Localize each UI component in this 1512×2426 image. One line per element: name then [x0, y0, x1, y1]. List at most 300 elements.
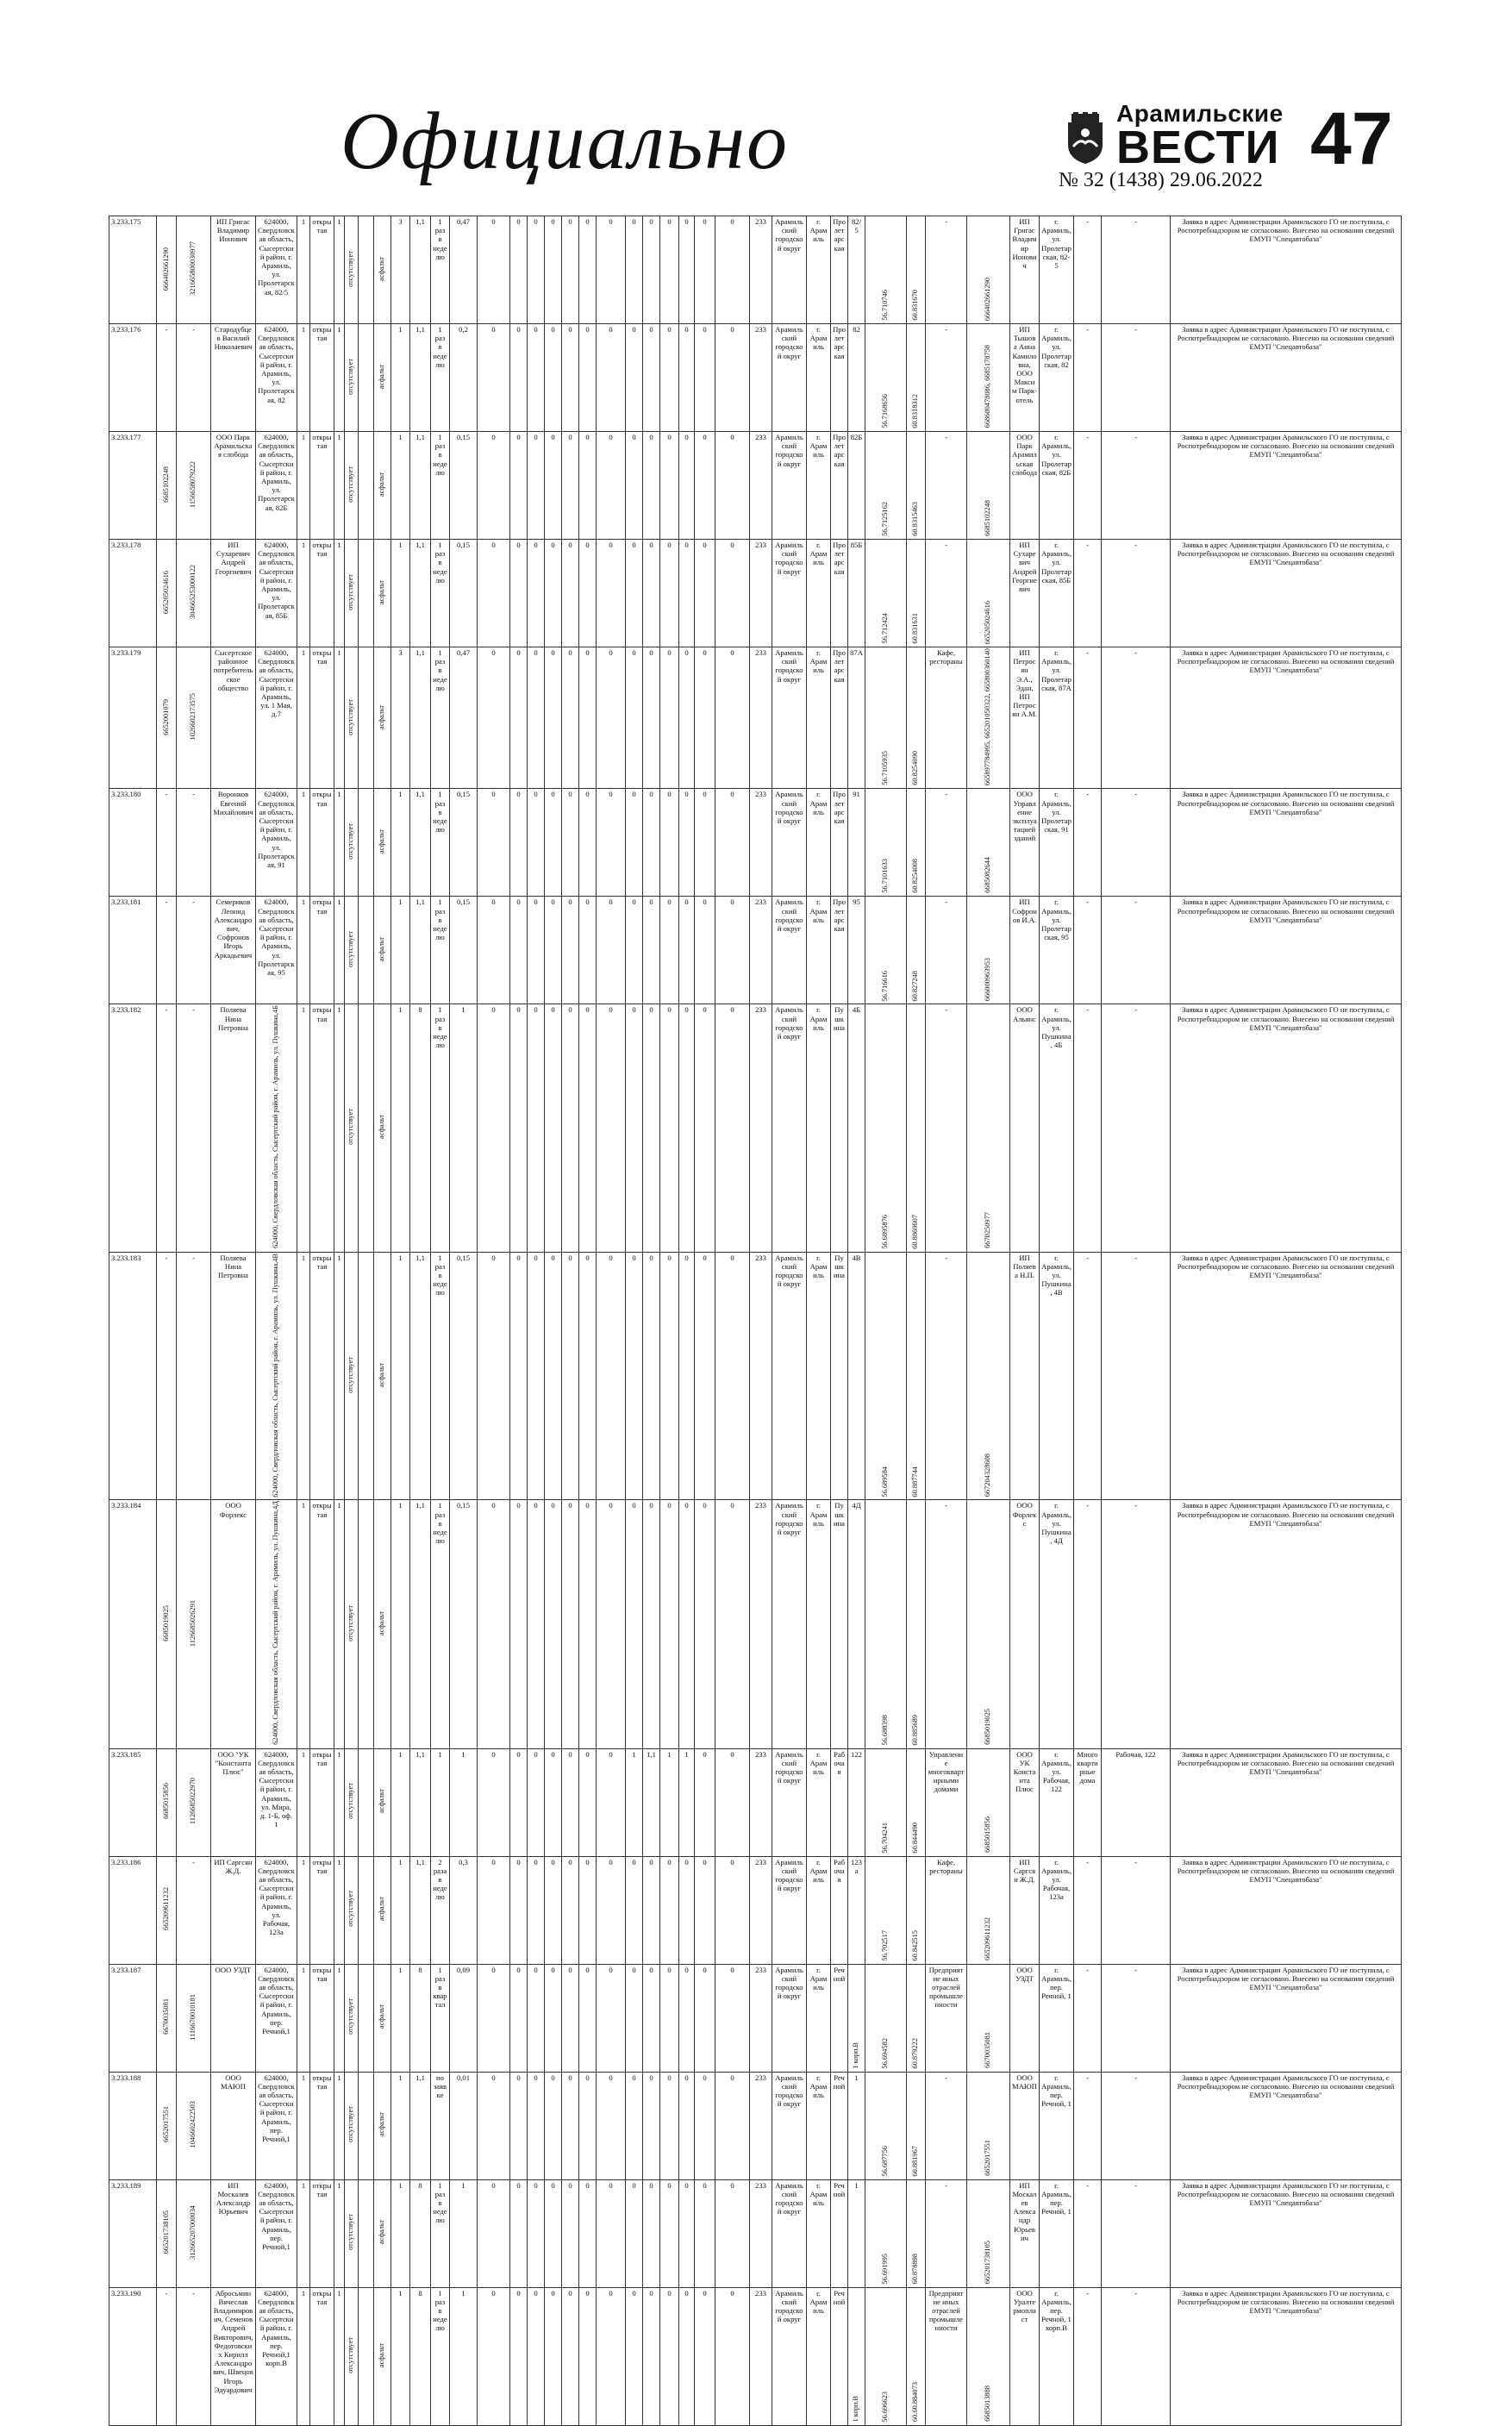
row-zero-value: 0 [660, 1856, 679, 1964]
row-id: 3.233.190 [109, 2287, 157, 2425]
row-zero-value: 0 [545, 1856, 562, 1964]
table-row [109, 789, 1402, 897]
row-code: 233 [750, 1500, 772, 1748]
row-latitude-text: 56.689584 [881, 1466, 890, 1497]
row-ogrn-text: 1126685022970 [189, 1778, 197, 1825]
row-zero-value: 0 [660, 2179, 679, 2287]
row-ogrn [177, 2072, 211, 2179]
row-n2: 1 [334, 2179, 345, 2287]
row-inn [157, 1748, 177, 1856]
row-owner2: ИП Саргсян Ж.Д. [1010, 1856, 1040, 1964]
row-access: открытая [310, 1856, 334, 1964]
row-inn-text: 665209611232 [161, 1887, 170, 1931]
row-house: 87А [848, 647, 865, 789]
row-surface-asphalt-text: асфальт [378, 829, 386, 854]
row-surface-absent-text: отсутствует [347, 931, 355, 968]
row-street: Пролетарская [831, 647, 848, 789]
row-id: 3.233.186 [109, 1856, 157, 1964]
row-area: 1 [450, 1004, 478, 1252]
row-longitude-text: 60.881967 [911, 2145, 920, 2177]
row-zero-value: 0 [715, 2179, 750, 2287]
row-zero-value: 0 [597, 216, 626, 324]
row-municipality: Арамильский городской округ [772, 647, 807, 789]
row-surface-absent-text: отсутствует [347, 573, 355, 610]
row-zero-value: 0 [528, 1964, 545, 2072]
row-municipality: Арамильский городской округ [772, 789, 807, 897]
row-n1: 1 [297, 540, 310, 647]
row-container-count: 1 [391, 324, 410, 432]
row-n2: 1 [334, 540, 345, 647]
row-zero-value: 0 [478, 1748, 510, 1856]
row-empty [359, 1004, 374, 1252]
row-owner: Абросьмин Вячеслав Владимирович, Семенов Андрей Викторович, Федотовских Кирилл Александрович, Швецов Игорь Эдуардович [211, 2287, 256, 2425]
row-inn2 [967, 2287, 1010, 2425]
row-surface-absent [345, 1004, 359, 1252]
registry-table [109, 216, 1402, 2426]
row-longitude-text: 60.887744 [911, 1466, 920, 1497]
row-longitude [907, 1004, 926, 1252]
row-zero-value: 0 [545, 1252, 562, 1500]
row-category2: - [1102, 789, 1171, 897]
row-zero-value: 0 [626, 2072, 643, 2179]
row-n2: 1 [334, 1252, 345, 1500]
row-note: Заявка в адрес Администрации Арамильского ГО не поступила, с Роспотребнадзором не согласовано. Внесено на основании сведений ЕМУП "Спецавтобаза" [1171, 1964, 1402, 2072]
row-longitude [907, 647, 926, 789]
row-zero-value: 0 [626, 432, 643, 540]
row-area: 0,15 [450, 540, 478, 647]
row-empty [359, 1964, 374, 2072]
row-longitude-text: 60.844490 [911, 1822, 920, 1854]
row-longitude-text: 60.827248 [911, 970, 920, 1002]
table-row [109, 1500, 1402, 1748]
row-zero-value: 0 [695, 432, 715, 540]
row-inn2 [967, 216, 1010, 324]
row-surface-asphalt-text: асфальт [378, 364, 386, 389]
row-owner: ИП Сухаревич Андрей Георгиевич [211, 540, 256, 647]
row-zero-value: 0 [626, 2179, 643, 2287]
row-source: - [926, 1252, 967, 1500]
row-surface-asphalt-text: асфальт [378, 2220, 386, 2245]
row-id: 3.233.182 [109, 1004, 157, 1252]
row-surface-asphalt-text: асфальт [378, 472, 386, 497]
row-zero-value: 0 [626, 2287, 643, 2425]
row-zero-value: 0 [660, 2072, 679, 2179]
row-note: Заявка в адрес Администрации Арамильского ГО не поступила, с Роспотребнадзором не согласовано. Внесено на основании сведений ЕМУП "Спецавтобаза" [1171, 216, 1402, 324]
row-category2: - [1102, 2179, 1171, 2287]
row-frequency: по заявке [431, 2072, 450, 2179]
row-empty [359, 540, 374, 647]
row-longitude [907, 1856, 926, 1964]
row-zero-value: 1 [626, 1748, 643, 1856]
row-house: 4Д [848, 1500, 865, 1748]
row-empty [359, 647, 374, 789]
row-id: 3.233.180 [109, 789, 157, 897]
row-zero-value: 0 [562, 1964, 579, 2072]
row-surface-absent-text: отсутствует [347, 1356, 355, 1393]
row-zero-value: 0 [626, 216, 643, 324]
row-owner2: ИП Тышова Анна Камиловна, ООО Максим Парк-отель [1010, 324, 1040, 432]
row-owner: Поляева Нина Петровна [211, 1252, 256, 1500]
row-source: - [926, 2179, 967, 2287]
row-zero-value: 0 [660, 216, 679, 324]
row-address2: г. Арамиль, ул. Пушкина, 4Д [1040, 1500, 1074, 1748]
row-ogrn-text: 1156658079222 [189, 460, 197, 508]
row-zero-value: 0 [478, 1500, 510, 1748]
row-zero-value: 0 [478, 216, 510, 324]
logo-top-text: Арамильские [1116, 100, 1284, 127]
row-source: Кафе, рестораны [926, 1856, 967, 1964]
row-zero-value: 0 [579, 897, 597, 1004]
row-surface-absent [345, 432, 359, 540]
row-city: г. Арамиль [807, 1964, 831, 2072]
row-street: Пролетарская [831, 897, 848, 1004]
row-zero-value: 0 [510, 1004, 528, 1252]
row-latitude-text: 56.7125162 [881, 502, 890, 536]
row-access: открытая [310, 647, 334, 789]
row-municipality: Арамильский городской округ [772, 1252, 807, 1500]
row-zero-value: 0 [545, 1004, 562, 1252]
row-id: 3.233.183 [109, 1252, 157, 1500]
row-code: 233 [750, 324, 772, 432]
row-owner: Сысертское районное потребительское общество [211, 647, 256, 789]
row-address2: г. Арамиль, ул. Пролетарская, 85Б [1040, 540, 1074, 647]
row-surface-absent [345, 2179, 359, 2287]
row-ogrn: - [177, 2287, 211, 2425]
row-owner: Семериков Леонид Александрович, Софронов Игорь Аркадьевич [211, 897, 256, 1004]
row-note: Заявка в адрес Администрации Арамильского ГО не поступила, с Роспотребнадзором не согласовано. Внесено на основании сведений ЕМУП "Спецавтобаза" [1171, 647, 1402, 789]
row-zero-value: 0 [597, 2179, 626, 2287]
row-address: 624000, Свердловская область, Сысертский район, г. Арамиль, пер. Речной,1 [256, 1964, 297, 2072]
row-source: - [926, 1004, 967, 1252]
table-row [109, 432, 1402, 540]
row-n2: 1 [334, 897, 345, 1004]
registry-table-wrap [109, 216, 1402, 2426]
row-id: 3.233.184 [109, 1500, 157, 1748]
row-latitude [865, 897, 907, 1004]
row-access: открытая [310, 432, 334, 540]
row-surface-absent-text: отсутствует [347, 1998, 355, 2035]
row-category2: - [1102, 216, 1171, 324]
row-city: г. Арамиль [807, 2072, 831, 2179]
row-access: открытая [310, 1004, 334, 1252]
row-zero-value: 0 [562, 1252, 579, 1500]
row-id: 3.233.189 [109, 2179, 157, 2287]
row-longitude-text: 60.831670 [911, 290, 920, 321]
row-category2: - [1102, 324, 1171, 432]
row-longitude-text: 60.8254090 [911, 751, 920, 786]
row-longitude-text: 60.878898 [911, 2253, 920, 2285]
row-frequency: 1 [431, 1748, 450, 1856]
row-zero-value: 0 [715, 1252, 750, 1500]
row-frequency: 1 раз в неделю [431, 2179, 450, 2287]
row-volume: 8 [410, 1004, 431, 1252]
row-empty [359, 1748, 374, 1856]
table-row [109, 2287, 1402, 2425]
row-latitude [865, 2287, 907, 2425]
row-municipality: Арамильский городской округ [772, 1964, 807, 2072]
row-inn: - [157, 324, 177, 432]
row-longitude [907, 216, 926, 324]
row-latitude [865, 1500, 907, 1748]
row-category2: - [1102, 897, 1171, 1004]
row-access: открытая [310, 1964, 334, 2072]
row-zero-value: 0 [626, 1500, 643, 1748]
row-zero-value: 0 [715, 216, 750, 324]
row-address: 624000, Свердловская область, Сысертский район, г. Арамиль, ул. Мира, д. 1-Б, оф. 1 [256, 1748, 297, 1856]
row-surface-asphalt-text: асфальт [378, 256, 386, 281]
row-zero-value: 0 [679, 1252, 695, 1500]
row-inn2-text: 6685102248 [984, 499, 992, 536]
row-surface-absent-text: отсутствует [347, 250, 355, 287]
row-inn-text: 6670035081 [161, 1998, 170, 2035]
page-header [0, 0, 1512, 207]
row-street: Пролетарская [831, 216, 848, 324]
row-city: г. Арамиль [807, 1500, 831, 1748]
row-house: 85Б [848, 540, 865, 647]
row-note: Заявка в адрес Администрации Арамильского ГО не поступила, с Роспотребнадзором не согласовано. Внесено на основании сведений ЕМУП "Спецавтобаза" [1171, 897, 1402, 1004]
row-owner: ООО УЗДТ [211, 1964, 256, 2072]
row-category1: - [1074, 324, 1102, 432]
row-zero-value: 0 [478, 2287, 510, 2425]
row-surface-asphalt-text: асфальт [378, 2342, 386, 2367]
row-category1: - [1074, 1004, 1102, 1252]
row-code: 233 [750, 897, 772, 1004]
registry-table-body [109, 216, 1402, 2426]
row-ogrn: - [177, 1004, 211, 1252]
row-container-count: 1 [391, 2179, 410, 2287]
row-id: 3.233.181 [109, 897, 157, 1004]
row-surface-absent [345, 1500, 359, 1748]
row-address2: г. Арамиль, пер. Речной, 1 [1040, 1964, 1074, 2072]
row-zero-value: 0 [562, 647, 579, 789]
row-inn2 [967, 324, 1010, 432]
row-container-count: 3 [391, 216, 410, 324]
row-inn2-text: 6670035081 [984, 2032, 992, 2069]
row-latitude-text: 56.710746 [881, 290, 890, 321]
row-address-text: 624000, Свердловская область, Сысертский район, г. Арамиль, ул. Пушкина,4Д [272, 1501, 280, 1746]
row-longitude [907, 540, 926, 647]
row-inn [157, 2072, 177, 2179]
row-zero-value: 0 [597, 1500, 626, 1748]
row-volume: 1,1 [410, 2072, 431, 2179]
row-n1: 1 [297, 1004, 310, 1252]
row-frequency: 1 раз в неделю [431, 2287, 450, 2425]
row-latitude-text: 56.702517 [881, 1929, 890, 1961]
row-surface-asphalt [374, 1004, 391, 1252]
row-surface-absent-text: отсутствует [347, 358, 355, 395]
row-owner: ИП Саргсян Ж.Д. [211, 1856, 256, 1964]
row-frequency: 1 раз в квартал [431, 1964, 450, 2072]
row-latitude-text: 56.696623 [881, 2391, 890, 2423]
row-zero-value: 0 [597, 324, 626, 432]
row-city: г. Арамиль [807, 1856, 831, 1964]
row-zero-value: 0 [528, 1252, 545, 1500]
row-zero-value: 0 [510, 2287, 528, 2425]
row-zero-value: 0 [679, 1964, 695, 2072]
row-empty [359, 432, 374, 540]
row-zero-value: 0 [579, 2072, 597, 2179]
row-inn2 [967, 789, 1010, 897]
row-zero-value: 0 [478, 324, 510, 432]
row-zero-value: 0 [695, 897, 715, 1004]
row-zero-value: 0 [528, 1004, 545, 1252]
row-zero-value: 0 [643, 324, 660, 432]
row-street: Пролетарская [831, 324, 848, 432]
row-zero-value: 0 [579, 1856, 597, 1964]
row-frequency: 1 раз в неделю [431, 1004, 450, 1252]
row-latitude-text: 56.691995 [881, 2253, 890, 2285]
row-category2: - [1102, 647, 1171, 789]
row-street: Речной [831, 2287, 848, 2425]
row-zero-value: 0 [679, 647, 695, 789]
row-surface-asphalt [374, 2072, 391, 2179]
row-zero-value: 0 [562, 1856, 579, 1964]
row-zero-value: 0 [715, 2287, 750, 2425]
row-note: Заявка в адрес Администрации Арамильского ГО не поступила, с Роспотребнадзором не согласовано. Внесено на основании сведений ЕМУП "Спецавтобаза" [1171, 1500, 1402, 1748]
row-zero-value: 0 [528, 540, 545, 647]
row-zero-value: 0 [643, 1004, 660, 1252]
table-row [109, 324, 1402, 432]
row-access: открытая [310, 897, 334, 1004]
row-surface-asphalt [374, 2287, 391, 2425]
row-owner2: ИП Петросян Э.А., Эдан, ИП Петросян А.М. [1010, 647, 1040, 789]
row-zero-value: 0 [660, 647, 679, 789]
row-empty [359, 2179, 374, 2287]
row-zero-value: 0 [695, 1004, 715, 1252]
row-zero-value: 0 [660, 1252, 679, 1500]
row-inn2-text: 665897784995, 665201050322, 665800360140 [984, 648, 992, 786]
row-zero-value: 0 [597, 647, 626, 789]
row-code: 233 [750, 432, 772, 540]
row-area: 0,2 [450, 324, 478, 432]
row-empty [359, 897, 374, 1004]
row-street: Речной [831, 2179, 848, 2287]
page-number: 47 [1310, 97, 1393, 180]
row-zero-value: 0 [545, 324, 562, 432]
row-zero-value: 0 [562, 1500, 579, 1748]
row-longitude-text: 60.879222 [911, 2037, 920, 2069]
row-access: открытая [310, 216, 334, 324]
row-longitude [907, 789, 926, 897]
row-owner: ИП Москалев Александр Юрьевич [211, 2179, 256, 2287]
row-address2: г. Арамиль, ул. Пролетарская, 87А [1040, 647, 1074, 789]
row-street: Пролетарская [831, 432, 848, 540]
row-zero-value: 0 [478, 1964, 510, 2072]
row-street: Пушкина [831, 1500, 848, 1748]
row-municipality: Арамильский городской округ [772, 2072, 807, 2179]
row-zero-value: 0 [528, 2179, 545, 2287]
row-inn [157, 1856, 177, 1964]
row-address: 624000, Свердловская область, Сысертский район, г. Арамиль, пер. Речной,1 корп.В [256, 2287, 297, 2425]
row-empty [359, 324, 374, 432]
row-zero-value: 0 [562, 1004, 579, 1252]
row-code: 233 [750, 1252, 772, 1500]
row-source: Кафе, рестораны [926, 647, 967, 789]
row-zero-value: 0 [643, 647, 660, 789]
row-inn2 [967, 1500, 1010, 1748]
row-zero-value: 0 [695, 2072, 715, 2179]
row-inn [157, 540, 177, 647]
row-zero-value: 0 [597, 789, 626, 897]
row-empty [359, 2072, 374, 2179]
row-ogrn-text: 1126685026291 [189, 1599, 197, 1647]
row-zero-value: 1 [660, 1748, 679, 1856]
row-note: Заявка в адрес Администрации Арамильского ГО не поступила, с Роспотребнадзором не согласовано. Внесено на основании сведений ЕМУП "Спецавтобаза" [1171, 1748, 1402, 1856]
row-zero-value: 0 [478, 2179, 510, 2287]
row-access: открытая [310, 1252, 334, 1500]
row-longitude [907, 1964, 926, 2072]
row-longitude [907, 2072, 926, 2179]
row-latitude-text: 56.6895876 [881, 1214, 890, 1249]
row-municipality: Арамильский городской округ [772, 897, 807, 1004]
row-n1: 1 [297, 1500, 310, 1748]
row-area: 0,15 [450, 432, 478, 540]
row-municipality: Арамильский городской округ [772, 1856, 807, 1964]
row-zero-value: 0 [643, 1500, 660, 1748]
row-zero-value: 0 [478, 1252, 510, 1500]
row-n2: 1 [334, 647, 345, 789]
row-city: г. Арамиль [807, 540, 831, 647]
row-owner2: ООО Парк Арамильская слобода [1010, 432, 1040, 540]
row-municipality: Арамильский городской округ [772, 1004, 807, 1252]
row-access: открытая [310, 324, 334, 432]
row-zero-value: 0 [679, 216, 695, 324]
row-zero-value: 0 [510, 789, 528, 897]
row-longitude [907, 897, 926, 1004]
row-n1: 1 [297, 216, 310, 324]
row-note: Заявка в адрес Администрации Арамильского ГО не поступила, с Роспотребнадзором не согласовано. Внесено на основании сведений ЕМУП "Спецавтобаза" [1171, 1856, 1402, 1964]
row-inn2 [967, 2179, 1010, 2287]
row-category2: - [1102, 1004, 1171, 1252]
row-source: - [926, 897, 967, 1004]
row-frequency: 1 раз в неделю [431, 432, 450, 540]
row-address [256, 1500, 297, 1748]
row-area: 0,15 [450, 897, 478, 1004]
row-code: 233 [750, 1964, 772, 2072]
row-frequency: 1 раз в неделю [431, 647, 450, 789]
row-inn-text: 6652017551 [161, 2106, 170, 2143]
row-zero-value: 0 [715, 1004, 750, 1252]
row-category2: - [1102, 1252, 1171, 1500]
row-owner: Воронков Евгений Михайлович [211, 789, 256, 897]
row-frequency: 1 раз в неделю [431, 216, 450, 324]
row-zero-value: 0 [597, 897, 626, 1004]
row-zero-value: 0 [679, 1004, 695, 1252]
row-area: 0,15 [450, 1500, 478, 1748]
row-address2: г. Арамиль, ул. Пролетарская, 82Б [1040, 432, 1074, 540]
row-house: 82 [848, 324, 865, 432]
row-ogrn: - [177, 1252, 211, 1500]
row-source: Предприятие иных отраслей промышленности [926, 1964, 967, 2072]
row-area: 1 [450, 2287, 478, 2425]
row-inn-text: 666402661290 [161, 247, 170, 291]
row-zero-value: 0 [715, 1748, 750, 1856]
row-surface-asphalt-text: асфальт [378, 1115, 386, 1140]
row-n2: 1 [334, 2072, 345, 2179]
row-latitude [865, 647, 907, 789]
row-surface-asphalt [374, 324, 391, 432]
row-house: 82/5 [848, 216, 865, 324]
row-zero-value: 0 [510, 2179, 528, 2287]
row-address: 624000, Свердловская область, Сысертский район, г. Арамиль, ул. Пролетарская, 85Б [256, 540, 297, 647]
row-surface-asphalt [374, 432, 391, 540]
row-street: Пушкина [831, 1004, 848, 1252]
row-owner2: ИП Москалев Александр Юрьевич [1010, 2179, 1040, 2287]
row-zero-value: 0 [643, 1856, 660, 1964]
row-n1: 1 [297, 897, 310, 1004]
row-inn2-text: 6652017551 [984, 2140, 992, 2177]
row-source: - [926, 540, 967, 647]
